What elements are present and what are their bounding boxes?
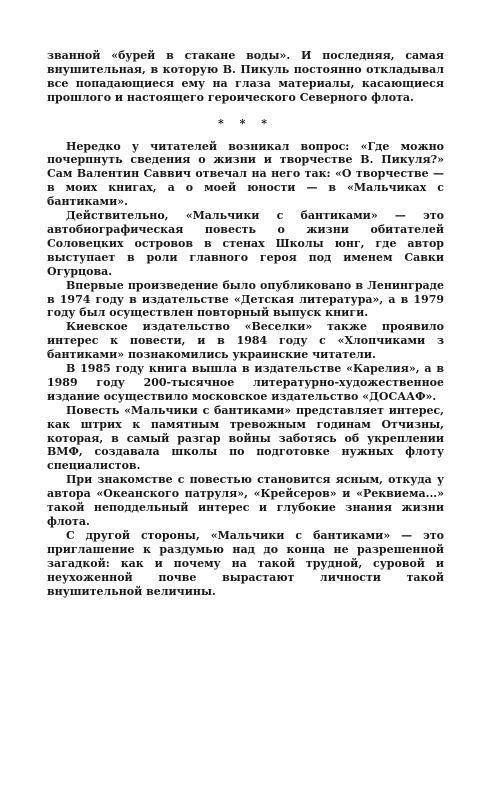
paragraph: Нередко у читателей возникал вопрос: «Где можно почерпнуть сведения о жизни и творчестве В. Пикуля?» Сам Валентин Саввич отвечал на него так: «О творчестве — в моих книгах, а о моей юности — в «Мальчиках с бантиками». xyxy=(47,139,444,209)
paragraph: При знакомстве с повестью становится ясным, откуда у автора «Океанского патруля», «Крейсеров» и «Реквиема...» такой неподдельный интерес и глубокие знания жизни флота. xyxy=(47,473,444,528)
page-text xyxy=(47,49,444,598)
paragraph: С другой стороны, «Мальчики с бантиками» — это приглашение к раздумью над до конца не разрешенной загадкой: как и почему на такой трудной, суровой и неухоженной почве вырастают личности такой внушительной величины. xyxy=(47,528,444,598)
opening-paragraph: званной «бурей в стакане воды». И последняя, самая внушительная, в которую В. Пикуль постоянно откладывал все попадающиеся ему на глаза материалы, касающиеся прошлого и настоящего героического Северного флота. xyxy=(47,49,444,104)
paragraph: Действительно, «Мальчики с бантиками» — это автобиографическая повесть о жизни обитателей Соловецких островов в стенах Школы юнг, где автор выступает в роли главного героя под именем Савки Огурцова. xyxy=(47,209,444,278)
paragraph: Киевское издательство «Веселки» также проявило интерес к повести, и в 1984 году с «Хлопчиками з бантиками» познакомились украинские читатели. xyxy=(47,320,444,362)
section-separator: * * * xyxy=(218,116,273,130)
paragraph: В 1985 году книга вышла в издательстве «Карелия», а в 1989 году 200-тысячное литературно-художественное издание осуществило московское издательство «ДОСААФ». xyxy=(47,362,444,403)
paragraph: Впервые произведение было опубликовано в Ленинграде в 1974 году в издательстве «Детская литература», а в 1979 году был осуществлен повторный выпуск книги. xyxy=(47,278,444,320)
paragraph: Повесть «Мальчики с бантиками» представляет интерес, как штрих к памятным тревожным годинам Отчизны, которая, в самый разгар войны заботясь об укреплении ВМФ, создавала школы по подготовке нужных флоту специалистов. xyxy=(47,403,444,473)
